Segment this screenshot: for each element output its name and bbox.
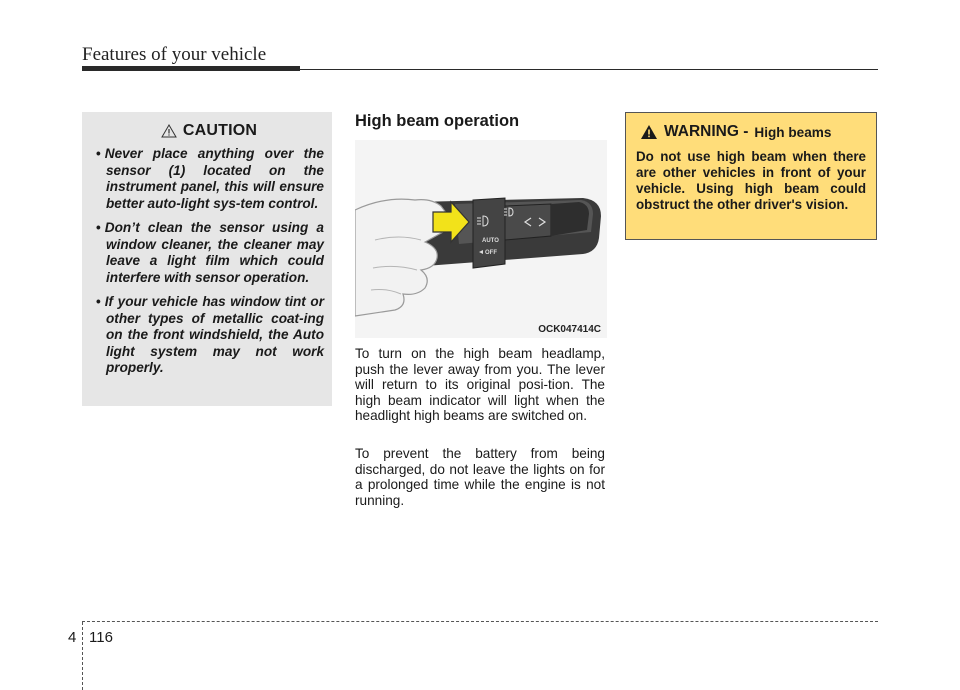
warning-text: Do not use high beam when there are other vehicles in front of your vehicle. Using high beam could obstruct the other driver's vision. — [636, 149, 866, 212]
caution-item: • Never place anything over the sensor (1) located on the instrument panel, this will ensure better auto-light sys-tem control. — [94, 146, 324, 212]
lever-off-label: OFF — [485, 250, 497, 256]
page-header-title: Features of your vehicle — [82, 44, 267, 65]
warning-label: WARNING - — [664, 123, 749, 140]
lever-auto-label: AUTO — [482, 238, 499, 244]
section-title: High beam operation — [355, 112, 520, 130]
footer-rule — [82, 621, 878, 622]
header-rule — [300, 69, 878, 70]
warning-triangle-icon — [640, 124, 658, 140]
warning-triangle-icon — [161, 124, 177, 138]
body-paragraph: To turn on the high beam headlamp, push the lever away from you. The lever will return to its original posi-tion. The high beam indicator will light when the headlight high beams are switched on. — [355, 346, 605, 424]
chapter-number: 4 — [68, 629, 77, 646]
caution-label: CAUTION — [182, 122, 258, 139]
footer-divider — [82, 622, 83, 690]
lever-illustration — [355, 140, 607, 338]
warning-box — [625, 112, 877, 240]
headlight-lever-drawing — [355, 140, 607, 338]
caution-item: • If your vehicle has window tint or other types of metallic coat-ing on the front windshield, the Auto light system may not work properly. — [94, 294, 324, 377]
header-bar — [82, 66, 300, 71]
caution-list — [94, 146, 324, 377]
figure-code: OCK047414C — [538, 324, 601, 335]
page-number: 116 — [89, 629, 113, 646]
caution-box — [82, 112, 332, 406]
body-paragraph: To prevent the battery from being discharged, do not leave the lights on for a prolonged time while the engine is not running. — [355, 446, 605, 508]
caution-header — [94, 122, 324, 140]
warning-sublabel: High beams — [754, 124, 832, 140]
warning-header — [640, 123, 866, 141]
caution-item: • Don’t clean the sensor using a window cleaner, the cleaner may leave a light film which could interfere with sensor operation. — [94, 220, 324, 286]
